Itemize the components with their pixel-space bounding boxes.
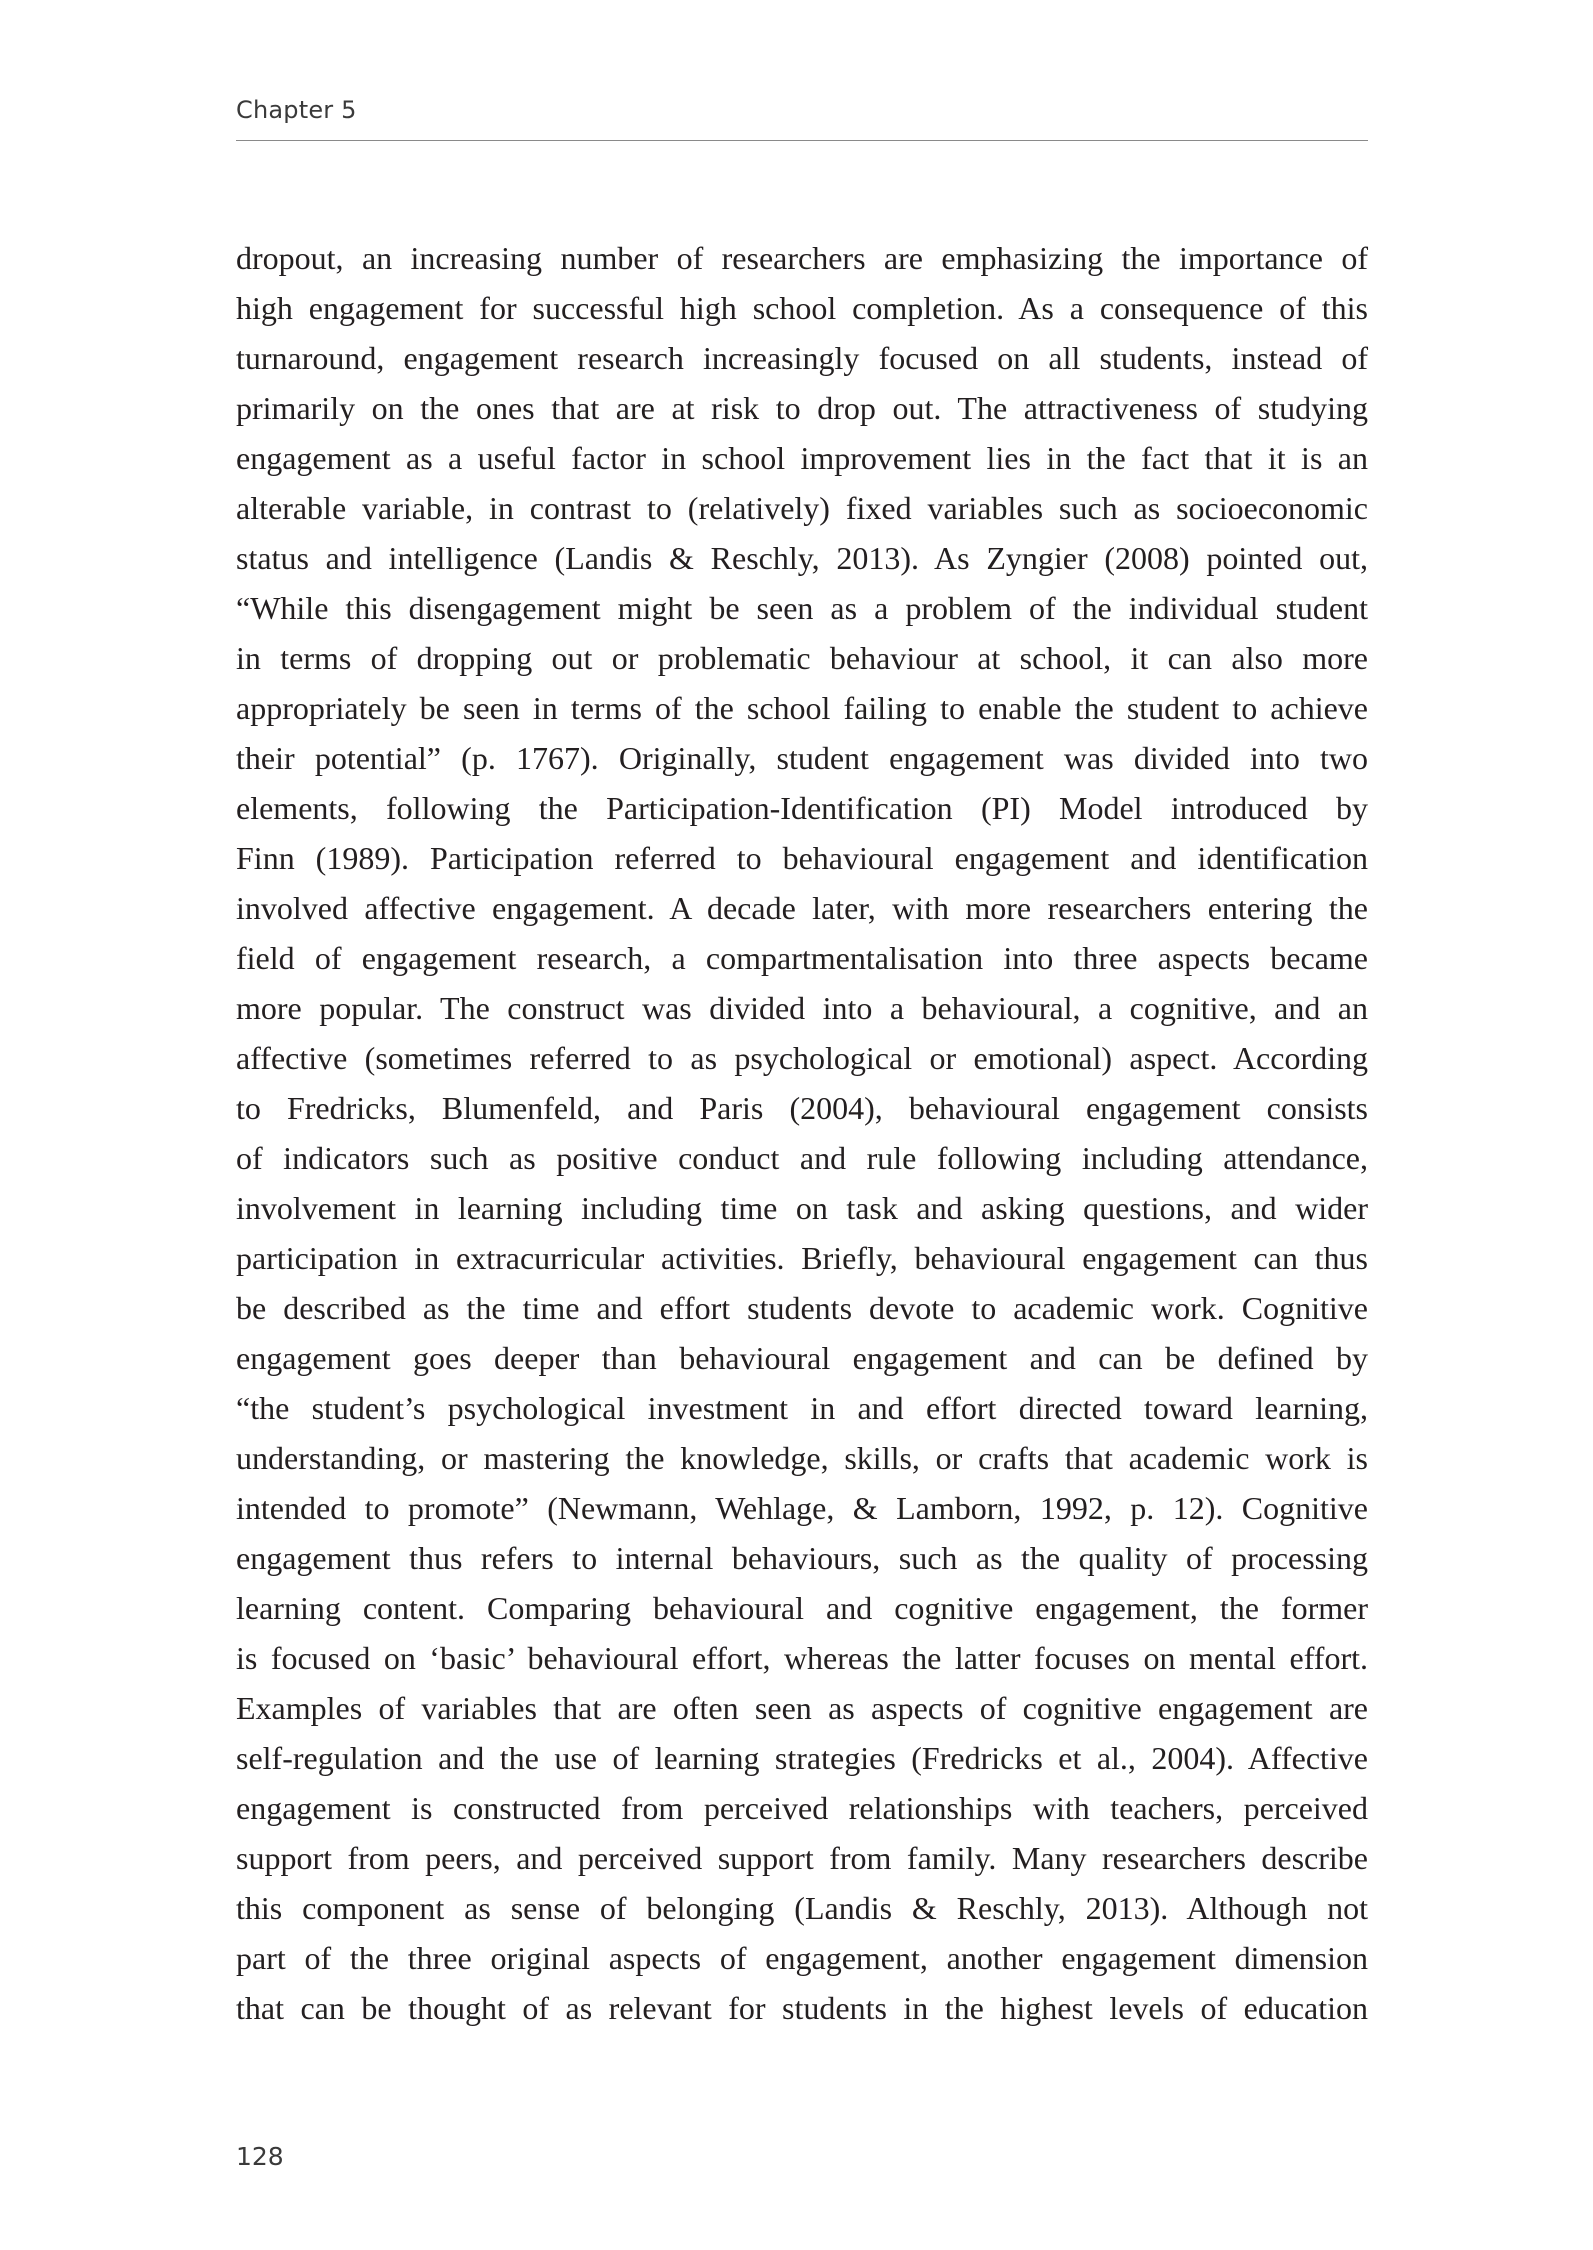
text-line: in terms of dropping out or problematic behaviour at school, it can also more: [236, 640, 1368, 676]
text-line: engagement thus refers to internal behaviours, such as the quality of processing: [236, 1540, 1368, 1576]
text-line: high engagement for successful high school completion. As a consequence of this: [236, 290, 1368, 326]
text-line: is focused on ‘basic’ behavioural effort, whereas the latter focuses on mental effort.: [236, 1640, 1368, 1676]
text-line: involved affective engagement. A decade later, with more researchers entering the: [236, 890, 1368, 926]
text-line: their potential” (p. 1767). Originally, student engagement was divided into two: [236, 740, 1368, 776]
text-line: self-regulation and the use of learning strategies (Fredricks et al., 2004). Affective: [236, 1740, 1368, 1776]
text-line: “the student’s psychological investment in and effort directed toward learning,: [236, 1390, 1368, 1426]
text-line: alterable variable, in contrast to (relatively) fixed variables such as socioeconomic: [236, 490, 1368, 526]
text-line: be described as the time and effort students devote to academic work. Cognitive: [236, 1290, 1368, 1326]
text-line: this component as sense of belonging (Landis & Reschly, 2013). Although not: [236, 1890, 1368, 1926]
text-line: to Fredricks, Blumenfeld, and Paris (2004), behavioural engagement consists: [236, 1090, 1368, 1126]
text-line: field of engagement research, a compartmentalisation into three aspects became: [236, 940, 1368, 976]
text-line: understanding, or mastering the knowledge, skills, or crafts that academic work is: [236, 1440, 1368, 1476]
page-number: 128: [236, 2142, 284, 2171]
text-line: Examples of variables that are often seen as aspects of cognitive engagement are: [236, 1690, 1368, 1726]
text-line: status and intelligence (Landis & Reschly, 2013). As Zyngier (2008) pointed out,: [236, 540, 1368, 576]
text-line: elements, following the Participation-Identification (PI) Model introduced by: [236, 790, 1368, 826]
text-line: of indicators such as positive conduct and rule following including attendance,: [236, 1140, 1368, 1176]
text-line: engagement as a useful factor in school improvement lies in the fact that it is an: [236, 440, 1368, 476]
text-line: “While this disengagement might be seen as a problem of the individual student: [236, 590, 1368, 626]
text-line: appropriately be seen in terms of the school failing to enable the student to achieve: [236, 690, 1368, 726]
text-line: part of the three original aspects of engagement, another engagement dimension: [236, 1940, 1368, 1976]
text-line: participation in extracurricular activities. Briefly, behavioural engagement can thus: [236, 1240, 1368, 1276]
text-line: turnaround, engagement research increasingly focused on all students, instead of: [236, 340, 1368, 376]
text-line: that can be thought of as relevant for students in the highest levels of education: [236, 1990, 1368, 2026]
text-line: more popular. The construct was divided into a behavioural, a cognitive, and an: [236, 990, 1368, 1026]
text-line: involvement in learning including time on task and asking questions, and wider: [236, 1190, 1368, 1226]
running-header: [236, 92, 1368, 141]
text-line: dropout, an increasing number of researchers are emphasizing the importance of: [236, 240, 1368, 276]
text-line: learning content. Comparing behavioural and cognitive engagement, the former: [236, 1590, 1368, 1626]
text-line: engagement is constructed from perceived relationships with teachers, perceived: [236, 1790, 1368, 1826]
text-line: affective (sometimes referred to as psychological or emotional) aspect. According: [236, 1040, 1368, 1076]
text-line: support from peers, and perceived support from family. Many researchers describe: [236, 1840, 1368, 1876]
text-line: primarily on the ones that are at risk to drop out. The attractiveness of studying: [236, 390, 1368, 426]
body-paragraph: [236, 233, 1368, 2033]
text-line: Finn (1989). Participation referred to behavioural engagement and identification: [236, 840, 1368, 876]
text-line: intended to promote” (Newmann, Wehlage, & Lamborn, 1992, p. 12). Cognitive: [236, 1490, 1368, 1526]
chapter-label: Chapter 5: [236, 96, 357, 124]
text-line: engagement goes deeper than behavioural engagement and can be defined by: [236, 1340, 1368, 1376]
